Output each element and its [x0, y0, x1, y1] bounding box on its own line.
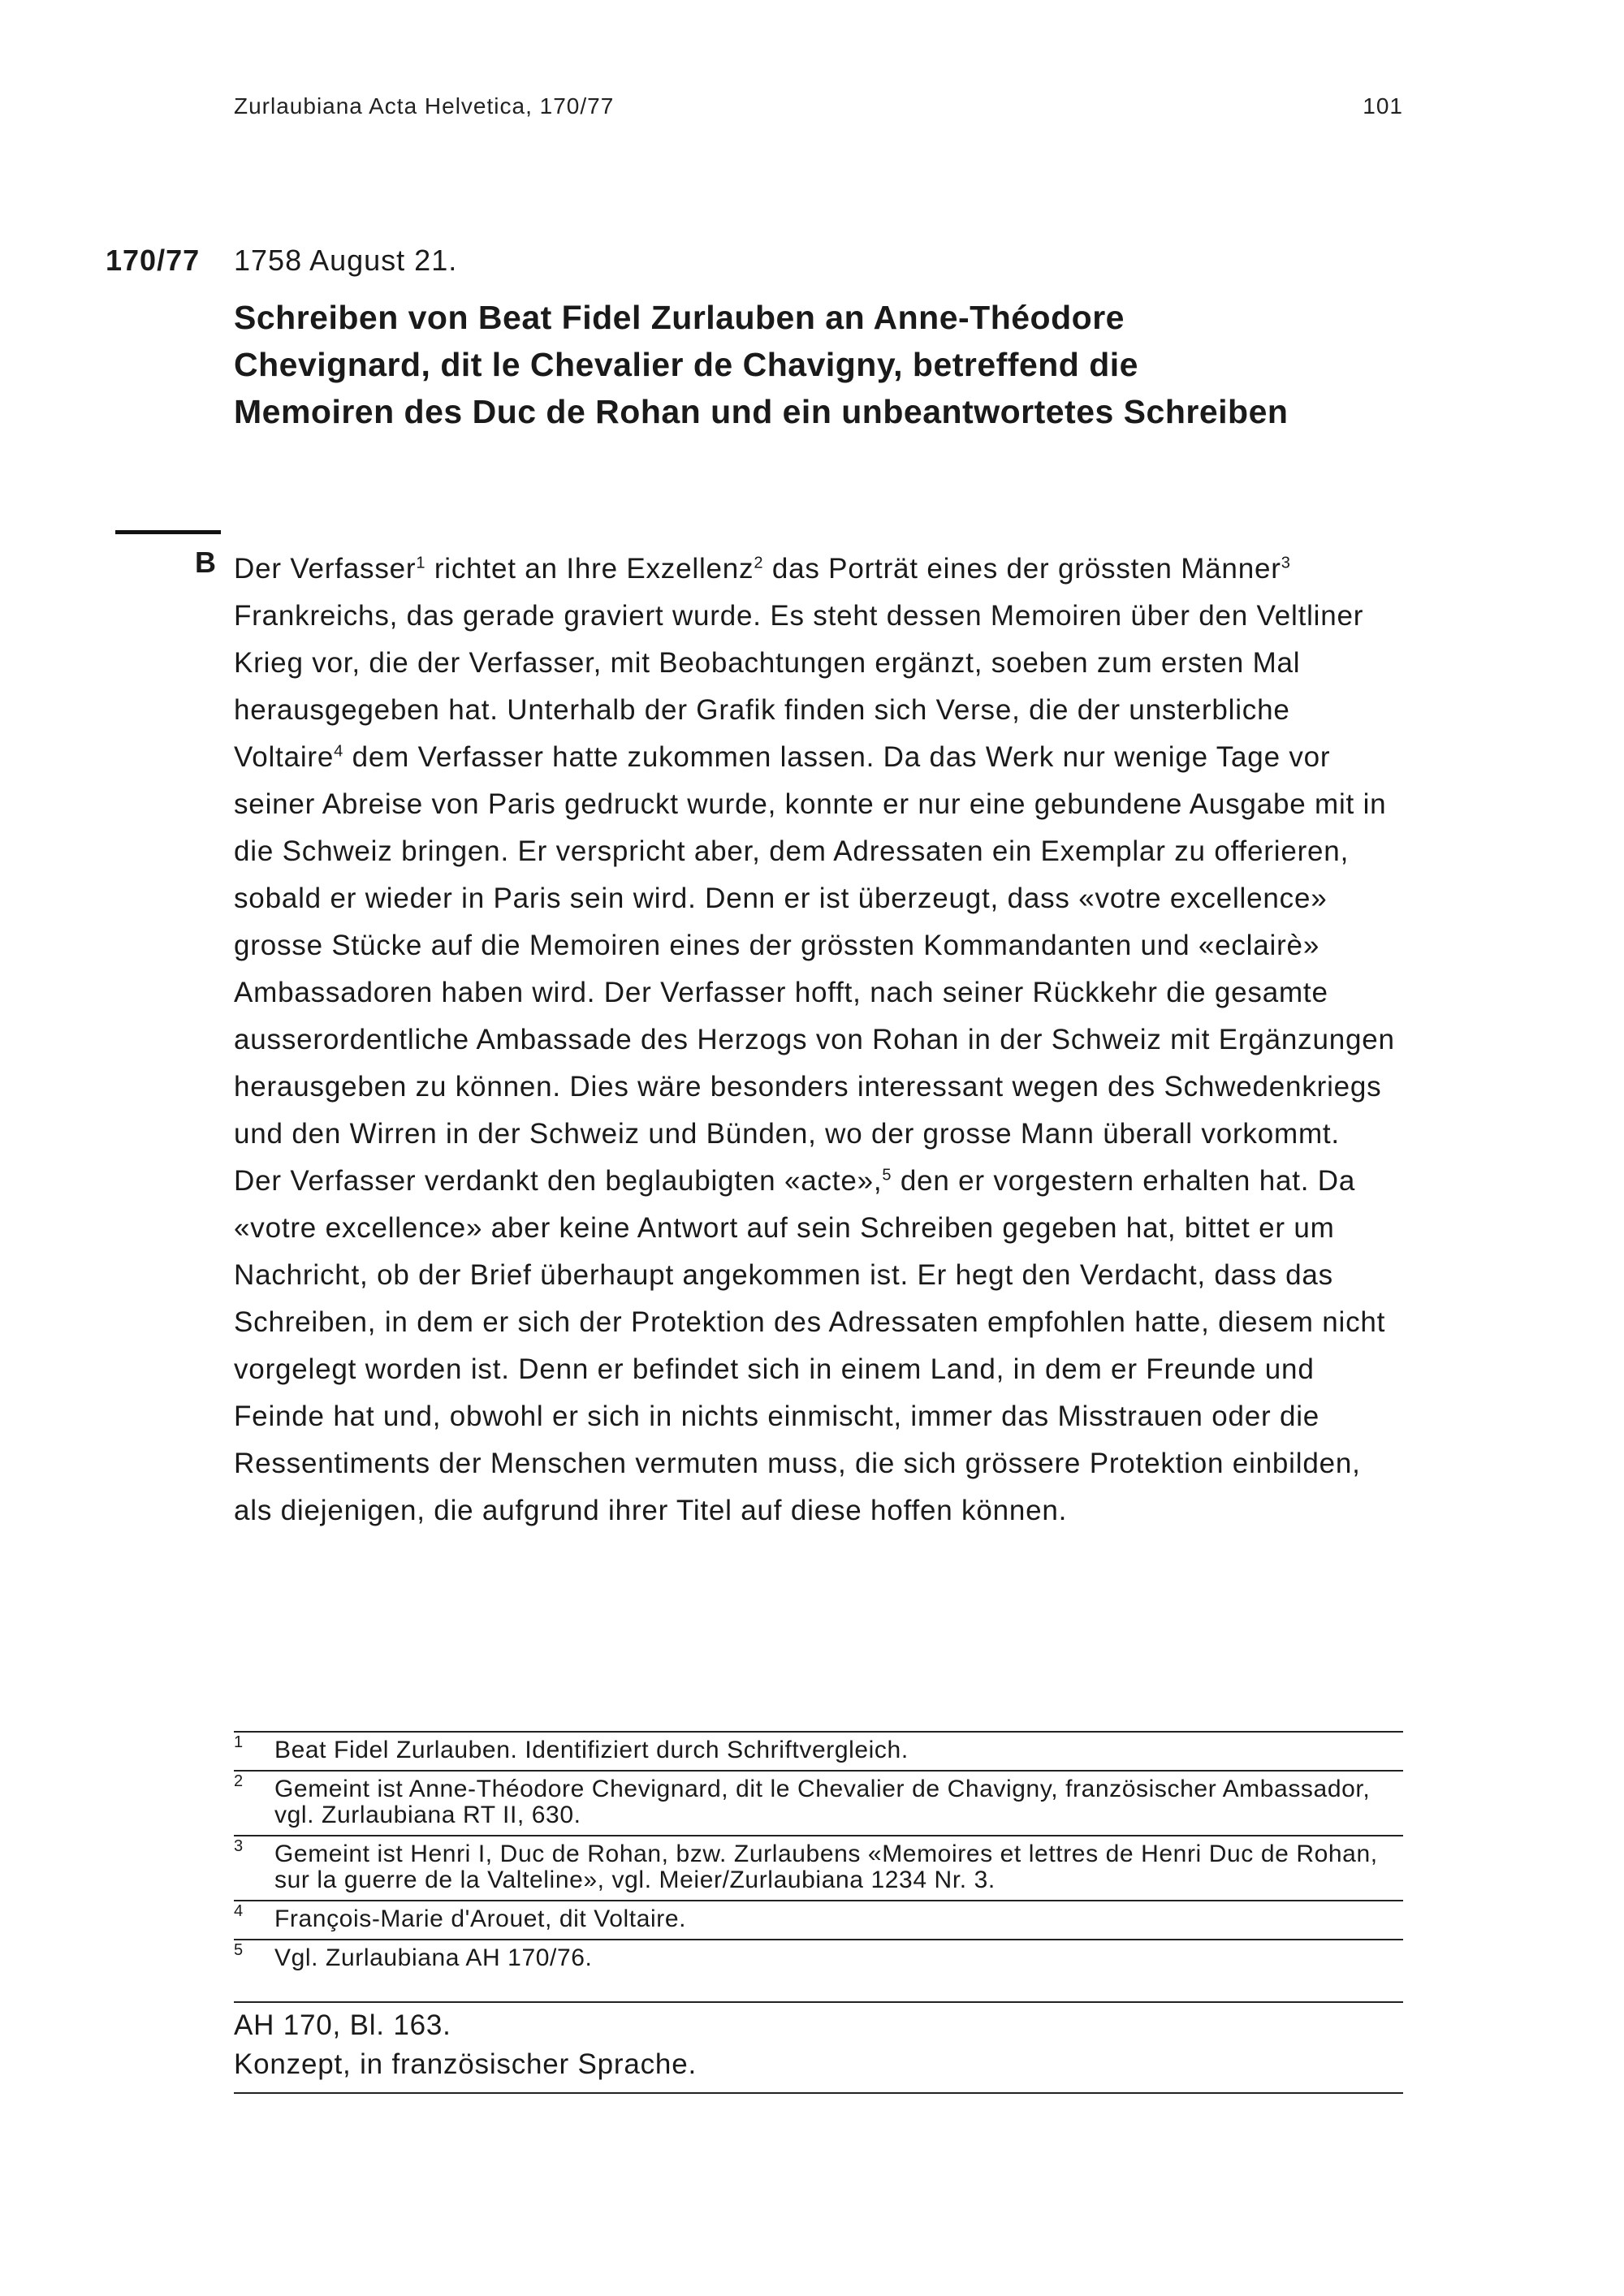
footnote-ref: 3: [1281, 554, 1291, 572]
section-marker: B: [195, 546, 216, 579]
footnote: 1 Beat Fidel Zurlauben. Identifiziert durch Schriftvergleich.: [234, 1731, 1403, 1770]
footnote-ref: 4: [334, 742, 344, 761]
document-title: Schreiben von Beat Fidel Zurlauben an Anne-Théodore Chevignard, dit le Chevalier de Chavigny, betreffend die Memoiren des Duc de Rohan und ein unbeantwortetes Schreiben: [234, 299, 1289, 430]
source-reference: [234, 2001, 1403, 2094]
footnote-ref: 1: [416, 554, 426, 572]
footnote-text: Gemeint ist Henri I, Duc de Rohan, bzw. Zurlaubens «Memoires et lettres de Henri Duc de Rohan, sur la guerre de la Valteline», vgl. Meier/Zurlaubiana 1234 Nr. 3.: [274, 1841, 1378, 1893]
document-date: 1758 August 21.: [234, 244, 458, 277]
section-rule: [115, 530, 221, 534]
footnote-ref: 2: [754, 554, 764, 572]
source-location: AH 170, Bl. 163.: [234, 2009, 451, 2041]
footnote-text: Vgl. Zurlaubiana AH 170/76.: [274, 1944, 593, 1971]
document-number: 170/77: [106, 244, 201, 277]
body-paragraph: Der Verfasser verdankt den beglaubigten «acte»,$^5$ den er vorgestern erhalten hat. Da «votre excellence» aber keine Antwort auf sein Schreiben gegeben hat, bittet er um Nachricht, ob der Brief überhaupt angekommen ist. Er hegt den Verdacht, dass das Schreiben, in dem er sich der Protektion des Adressaten empfohlen hatte, diesem nicht vorgelegt worden ist. Denn er befindet sich in einem Land, in dem er Freunde und Feinde hat und, obwohl er sich in nichts einmischt, immer das Misstrauen oder die Ressentiments der Menschen vermuten muss, die sich grössere Protektion einbilden, als diejenigen, die aufgrund ihrer Titel auf diese hoffen können.: [234, 1165, 1386, 1526]
running-title: Zurlaubiana Acta Helvetica, 170/77: [234, 93, 615, 119]
source-description: Konzept, in französischer Sprache.: [234, 2048, 697, 2080]
footnote: 2 Gemeint ist Anne-Théodore Chevignard, dit le Chevalier de Chavigny, französischer Ambassador, vgl. Zurlaubiana RT II, 630.: [234, 1770, 1403, 1835]
footnote-text: Beat Fidel Zurlauben. Identifiziert durch Schriftvergleich.: [274, 1737, 909, 1763]
footnote: 3 Gemeint ist Henri I, Duc de Rohan, bzw. Zurlaubens «Memoires et lettres de Henri Duc de Rohan, sur la guerre de la Valteline», vgl. Meier/Zurlaubiana 1234 Nr. 3.: [234, 1835, 1403, 1900]
footnote-ref: 5: [882, 1166, 892, 1185]
page-number: 101: [1363, 93, 1403, 119]
footnote: 5 Vgl. Zurlaubiana AH 170/76.: [234, 1939, 1403, 1978]
footnote: 4 François-Marie d'Arouet, dit Voltaire.: [234, 1900, 1403, 1939]
footnote-text: François-Marie d'Arouet, dit Voltaire.: [274, 1905, 687, 1932]
footnotes: [234, 1731, 1403, 1978]
document-body: [234, 546, 1403, 1534]
page-header: [234, 93, 1403, 126]
body-paragraph: Der Verfasser$^1$ richtet an Ihre Exzellenz$^2$ das Porträt eines der grössten Männer$^3$ Frankreichs, das gerade graviert wurde. Es steht dessen Memoiren über den Veltliner Krieg vor, die der Verfasser, mit Beobachtungen ergänzt, soeben zum ersten Mal herausgegeben hat. Unterhalb der Grafik finden sich Verse, die der unsterbliche Voltaire$^4$ dem Verfasser hatte zukommen lassen. Da das Werk nur wenige Tage vor seiner Abreise von Paris gedruckt wurde, konnte er nur eine gebundene Ausgabe mit in die Schweiz bringen. Er verspricht aber, dem Adressaten ein Exemplar zu offerieren, sobald er wieder in Paris sein wird. Denn er ist überzeugt, dass «votre excellence» grosse Stücke auf die Memoiren eines der grössten Kommandanten und «eclairè» Ambassadoren haben wird. Der Verfasser hofft, nach seiner Rückkehr die gesamte ausserordentliche Ambassade des Herzogs von Rohan in der Schweiz mit Ergänzungen herausgeben zu können. Dies wäre besonders interessant wegen des Schwedenkriegs und den Wirren in der Schweiz und Bünden, wo der grosse Mann überall vorkommt.: [234, 553, 1395, 1150]
footnote-text: Gemeint ist Anne-Théodore Chevignard, dit le Chevalier de Chavigny, französischer Ambassador, vgl. Zurlaubiana RT II, 630.: [274, 1776, 1371, 1828]
